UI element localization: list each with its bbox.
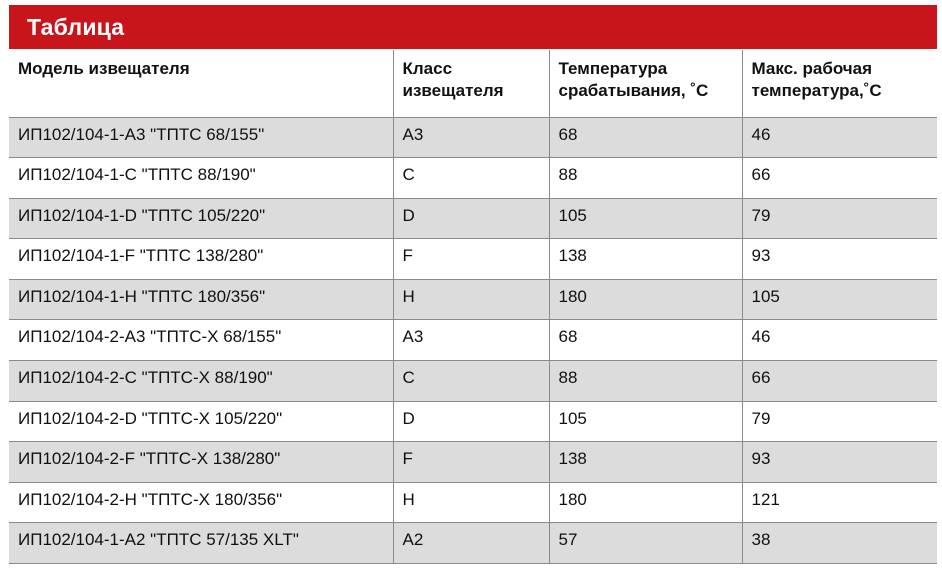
cell-class: С: [393, 158, 549, 199]
cell-trigger-temp: 105: [549, 198, 742, 239]
table-row: [9, 482, 937, 523]
table-row: [9, 158, 937, 199]
table-row: [9, 198, 937, 239]
table-row: [9, 401, 937, 442]
cell-max-temp: 121: [742, 482, 937, 523]
table-row: [9, 279, 937, 320]
cell-trigger-temp: 138: [549, 239, 742, 280]
cell-class: H: [393, 279, 549, 320]
column-header-max-temp: [742, 50, 937, 117]
header-model-label: Модель извещателя: [18, 59, 190, 78]
cell-class: А3: [393, 320, 549, 361]
cell-max-temp: 66: [742, 158, 937, 199]
cell-model: ИП102/104-2-F "ТПТС-Х 138/280": [9, 442, 393, 483]
cell-model: ИП102/104-1-А2 "ТПТС 57/135 XLT": [9, 523, 393, 564]
column-header-model: [9, 50, 393, 117]
cell-class: С: [393, 361, 549, 402]
cell-class: А2: [393, 523, 549, 564]
table-row: [9, 117, 937, 158]
header-class-label: Класс извещателя: [402, 59, 504, 100]
cell-class: F: [393, 442, 549, 483]
cell-class: А3: [393, 117, 549, 158]
cell-class: H: [393, 482, 549, 523]
cell-model: ИП102/104-1-А3 "ТПТС 68/155": [9, 117, 393, 158]
cell-max-temp: 46: [742, 117, 937, 158]
cell-trigger-temp: 57: [549, 523, 742, 564]
cell-trigger-temp: 88: [549, 361, 742, 402]
cell-trigger-temp: 180: [549, 279, 742, 320]
cell-max-temp: 105: [742, 279, 937, 320]
table-row: [9, 361, 937, 402]
cell-max-temp: 93: [742, 239, 937, 280]
table-row: [9, 442, 937, 483]
column-header-trigger-temp: [549, 50, 742, 117]
cell-model: ИП102/104-1-H "ТПТС 180/356": [9, 279, 393, 320]
cell-class: F: [393, 239, 549, 280]
detector-table: [9, 50, 937, 564]
cell-max-temp: 79: [742, 198, 937, 239]
cell-max-temp: 79: [742, 401, 937, 442]
column-header-class: [393, 50, 549, 117]
cell-model: ИП102/104-1-F "ТПТС 138/280": [9, 239, 393, 280]
table-row: [9, 320, 937, 361]
cell-model: ИП102/104-2-С "ТПТС-Х 88/190": [9, 361, 393, 402]
cell-class: D: [393, 198, 549, 239]
cell-model: ИП102/104-1-D "ТПТС 105/220": [9, 198, 393, 239]
cell-trigger-temp: 68: [549, 320, 742, 361]
cell-trigger-temp: 68: [549, 117, 742, 158]
table-title: Таблица: [27, 13, 125, 40]
cell-class: D: [393, 401, 549, 442]
table-header-row: [9, 50, 937, 117]
cell-model: ИП102/104-2-D "ТПТС-Х 105/220": [9, 401, 393, 442]
cell-model: ИП102/104-2-А3 "ТПТС-Х 68/155": [9, 320, 393, 361]
cell-trigger-temp: 138: [549, 442, 742, 483]
cell-trigger-temp: 105: [549, 401, 742, 442]
cell-max-temp: 93: [742, 442, 937, 483]
cell-max-temp: 38: [742, 523, 937, 564]
table-row: [9, 239, 937, 280]
cell-model: ИП102/104-1-С "ТПТС 88/190": [9, 158, 393, 199]
header-trigger-temp-label: Температура срабатывания, ˚С: [558, 59, 709, 100]
cell-max-temp: 46: [742, 320, 937, 361]
cell-trigger-temp: 88: [549, 158, 742, 199]
cell-trigger-temp: 180: [549, 482, 742, 523]
cell-max-temp: 66: [742, 361, 937, 402]
table-row: [9, 523, 937, 564]
header-max-temp-label: Макс. рабочая температура,˚С: [751, 59, 882, 100]
cell-model: ИП102/104-2-H "ТПТС-Х 180/356": [9, 482, 393, 523]
title-bar: [9, 5, 937, 49]
